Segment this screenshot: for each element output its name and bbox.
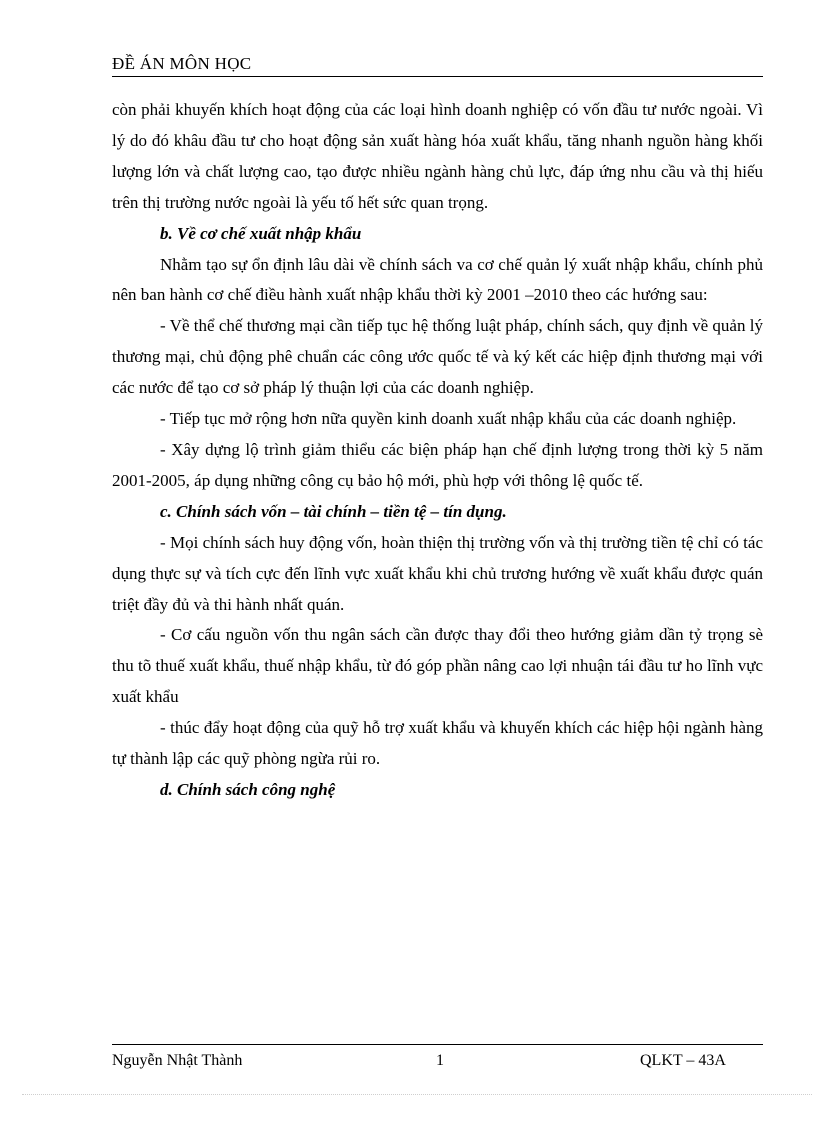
section-heading-c: c. Chính sách vốn – tài chính – tiền tệ – tín dụng. [160,501,507,521]
footer-divider [112,1044,763,1045]
document-body [112,95,763,806]
page-edge-dotted-line [22,1094,812,1095]
page-header [112,52,763,77]
bullet-paragraph: - Mọi chính sách huy động vốn, hoàn thiện thị trường vốn và thị trường tiền tệ chỉ có tác dụng thực sự và tích cực đến lĩnh vực xuất khẩu khi chủ trương hướng về xuất khẩu được quán triệt đầy đủ và thi hành nhất quán. [112,532,763,614]
footer-author: Nguyễn Nhật Thành [112,1052,243,1069]
bullet-paragraph: - Xây dựng lộ trình giảm thiểu các biện pháp hạn chế định lượng trong thời kỳ 5 năm 2001-2005, áp dụng những công cụ bảo hộ mới, phù hợp với thông lệ quốc tế. [112,439,763,490]
section-heading-b: b. Về cơ chế xuất nhập khẩu [160,223,362,243]
header-title: ĐỀ ÁN MÔN HỌC [112,54,252,73]
bullet-paragraph: - Cơ cấu nguồn vốn thu ngân sách cần được thay đổi theo hướng giảm dần tỷ trọng sè thu tõ thuế xuất khẩu, thuế nhập khẩu, từ đó góp phần nâng cao lợi nhuận tái đầu tư ho lĩnh vực xuất khẩu [112,625,763,707]
footer-page-number: 1 [436,1052,444,1069]
bullet-paragraph: - Tiếp tục mở rộng hơn nữa quyền kinh doanh xuất nhập khẩu của các doanh nghiệp. [160,409,737,429]
section-heading-d: d. Chính sách công nghệ [160,779,336,799]
bullet-paragraph: - thúc đẩy hoạt động của quỹ hỗ trợ xuất khẩu và khuyến khích các hiệp hội ngành hàng tự thành lập các quỹ phòng ngừa rủi ro. [112,718,763,769]
paragraph: Nhằm tạo sự ổn định lâu dài về chính sách va cơ chế quản lý xuất nhập khẩu, chính phủ nên ban hành cơ chế điều hành xuất nhập khẩu thời kỳ 2001 –2010 theo các hướng sau: [112,254,763,305]
paragraph-continuation: còn phải khuyến khích hoạt động của các loại hình doanh nghiệp có vốn đầu tư nước ngoài. Vì lý do đó khâu đầu tư cho hoạt động sản xuất hàng hóa xuất khẩu, tăng nhanh nguồn hàng khối lượng lớn và chất lượng cao, tạo được nhiều ngành hàng chủ lực, đáp ứng nhu cầu và thị hiếu trên thị trường nước ngoài là yếu tố hết sức quan trọng. [112,100,763,212]
bullet-paragraph: - Về thể chế thương mại cần tiếp tục hệ thống luật pháp, chính sách, quy định về quản lý thương mại, chủ động phê chuẩn các công ước quốc tế và ký kết các hiệp định thương mại với các nước để tạo cơ sở pháp lý thuận lợi của các doanh nghiệp. [112,316,763,398]
footer-class-code: QLKT – 43A [640,1052,726,1069]
